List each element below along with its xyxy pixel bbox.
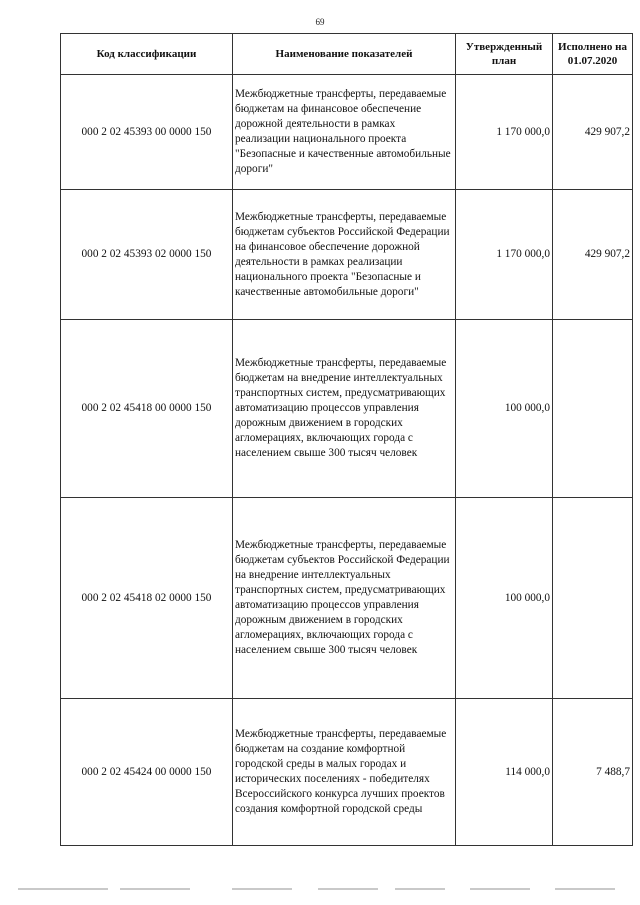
- scan-mark: [18, 888, 108, 890]
- row-name: Межбюджетные трансферты, передаваемые бюджетам на внедрение интеллектуальных транспортных систем, предусматривающих автоматизацию процессов управления дорожным движением в городских агломерациях, включающих города с населением свыше 300 тысяч человек: [233, 320, 456, 498]
- scan-mark: [120, 888, 190, 890]
- table-row: [61, 75, 633, 190]
- table-header-row: [61, 34, 633, 75]
- row-plan: 1 170 000,0: [456, 75, 553, 190]
- footer-scan-marks: [0, 888, 640, 894]
- table-row: [61, 699, 633, 846]
- row-code: 000 2 02 45393 02 0000 150: [61, 190, 233, 320]
- scan-mark: [470, 888, 530, 890]
- row-name: Межбюджетные трансферты, передаваемые бюджетам на финансовое обеспечение дорожной деятельности в рамках реализации национального проекта "Безопасные и качественные автомобильные дороги": [233, 75, 456, 190]
- row-name: Межбюджетные трансферты, передаваемые бюджетам субъектов Российской Федерации на внедрение интеллектуальных транспортных систем, предусматривающих автоматизацию процессов управления дорожным движением в городских агломерациях, включающих города с населением свыше 300 тысяч человек: [233, 498, 456, 699]
- row-plan: 114 000,0: [456, 699, 553, 846]
- header-name: Наименование показателей: [233, 34, 456, 75]
- header-plan: Утвержденный план: [456, 34, 553, 75]
- row-executed: 429 907,2: [553, 190, 633, 320]
- row-code: 000 2 02 45418 00 0000 150: [61, 320, 233, 498]
- table-row: [61, 498, 633, 699]
- row-executed: [553, 320, 633, 498]
- row-name: Межбюджетные трансферты, передаваемые бюджетам на создание комфортной городской среды в малых городах и исторических поселениях - победителях Всероссийского конкурса лучших проектов создания комфортной городской среды: [233, 699, 456, 846]
- row-plan: 100 000,0: [456, 498, 553, 699]
- row-name: Межбюджетные трансферты, передаваемые бюджетам субъектов Российской Федерации на финансовое обеспечение дорожной деятельности в рамках реализации национального проекта "Безопасные и качественные автомобильные дороги": [233, 190, 456, 320]
- scan-mark: [555, 888, 615, 890]
- row-executed: 429 907,2: [553, 75, 633, 190]
- page-number: 69: [315, 17, 325, 27]
- scan-mark: [318, 888, 378, 890]
- scan-mark: [395, 888, 445, 890]
- budget-table: [60, 33, 633, 846]
- table-row: [61, 190, 633, 320]
- row-code: 000 2 02 45424 00 0000 150: [61, 699, 233, 846]
- row-executed: [553, 498, 633, 699]
- row-plan: 100 000,0: [456, 320, 553, 498]
- scan-mark: [232, 888, 292, 890]
- row-executed: 7 488,7: [553, 699, 633, 846]
- table-row: [61, 320, 633, 498]
- header-code: Код классификации: [61, 34, 233, 75]
- header-executed: Исполнено на 01.07.2020: [553, 34, 633, 75]
- row-plan: 1 170 000,0: [456, 190, 553, 320]
- row-code: 000 2 02 45393 00 0000 150: [61, 75, 233, 190]
- row-code: 000 2 02 45418 02 0000 150: [61, 498, 233, 699]
